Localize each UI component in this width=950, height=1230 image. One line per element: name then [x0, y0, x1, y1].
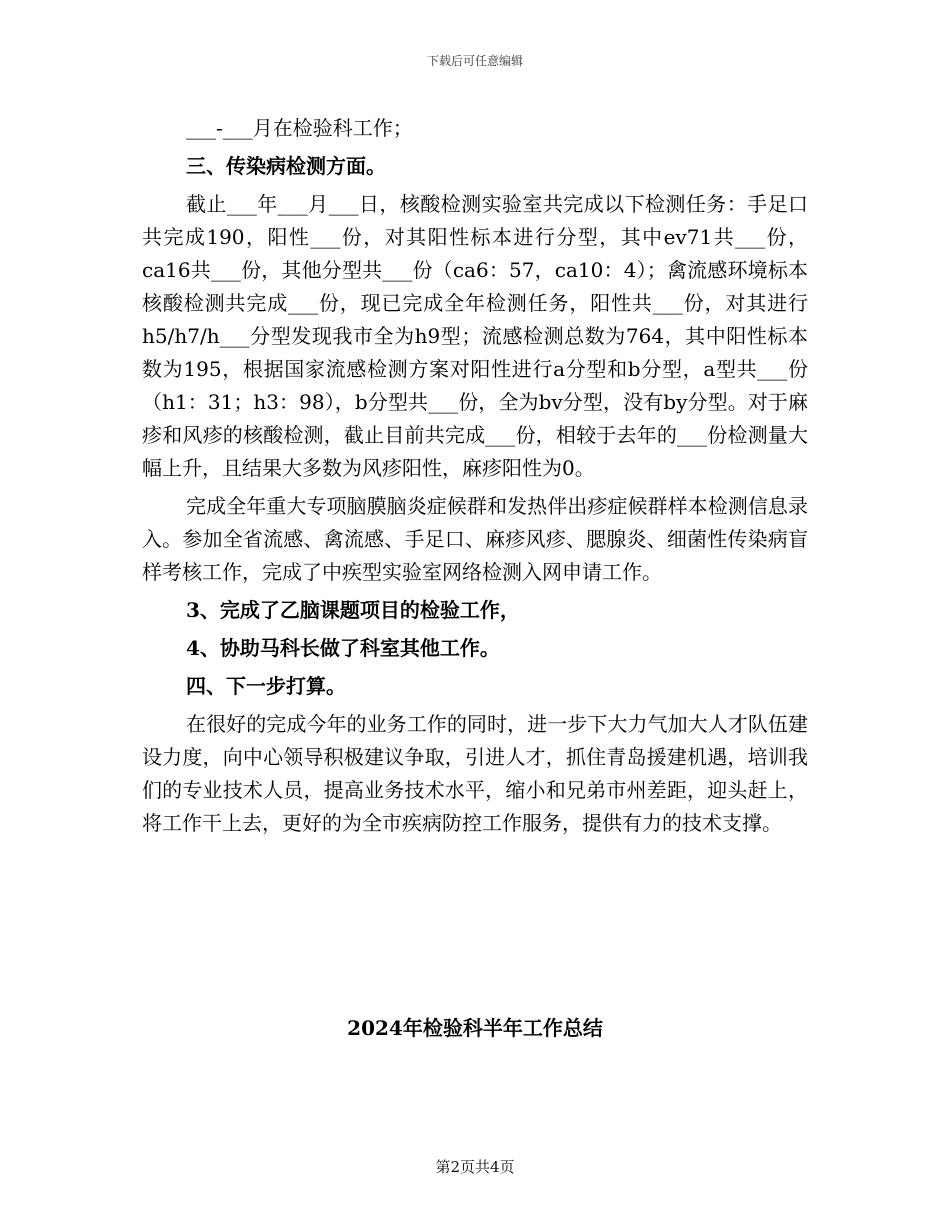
list-item-4: 4、协助马科长做了科室其他工作。 — [186, 636, 500, 660]
list-item-3: 3、完成了乙脑课题项目的检验工作， — [186, 598, 520, 622]
header-note: 下载后可任意编辑 — [426, 54, 523, 68]
records-paragraph: 完成全年重大专项脑膜脑炎症候群和发热伴出疹症候群样本检测信息录入。参加全省流感、禽流感、手足口、麻疹风疹、腮腺炎、细菌性传染病盲样考核工作，完成了中疾型实验室网络检测入网申请工作。 — [142, 494, 808, 584]
next-document-title: 2024年检验科半年工作总结 — [347, 1016, 603, 1040]
plan-paragraph: 在很好的完成今年的业务工作的同时，进一步下大力气加大人才队伍建设力度，向中心领导积极建议争取，引进人才，抓住青岛援建机遇，培训我们的专业技术人员，提高业务技术水平，缩小和兄弟市州差距，迎头赶上，将工作干上去，更好的为全市疾病防控工作服务，提供有力的技术支撑。 — [142, 712, 808, 835]
detection-paragraph: 截止___年___月___日，核酸检测实验室共完成以下检测任务：手足口共完成190，阳性___份，对其阳性标本进行分型，其中ev71共___份，ca16共___份，其他分型共___份（ca6：57，ca10：4）；禽流感环境标本核酸检测共完成___份，现已完成全年检测任务，阳性共___份，对其进行h5/h7/h___分型发现我市全为h9型；流感检测总数为764，其中阳性标本数为195，根据国家流感检测方案对阳性进行a分型和b分型，a型共___份（h1：31；h3：98），b分型共___份，全为bv分型，没有by分型。对于麻疹和风疹的核酸检测，截止目前共完成___份，相较于去年的___份检测量大幅上升，且结果大多数为风疹阳性，麻疹阳性为0。 — [142, 192, 808, 480]
page-number: 第2页共4页 — [435, 1158, 515, 1176]
document-body — [142, 112, 808, 840]
section-heading-infectious-disease: 三、传染病检测方面。 — [186, 154, 386, 178]
section-heading-next-steps: 四、下一步打算。 — [186, 674, 346, 698]
work-period-line: ___-___月在检验科工作； — [186, 116, 413, 140]
